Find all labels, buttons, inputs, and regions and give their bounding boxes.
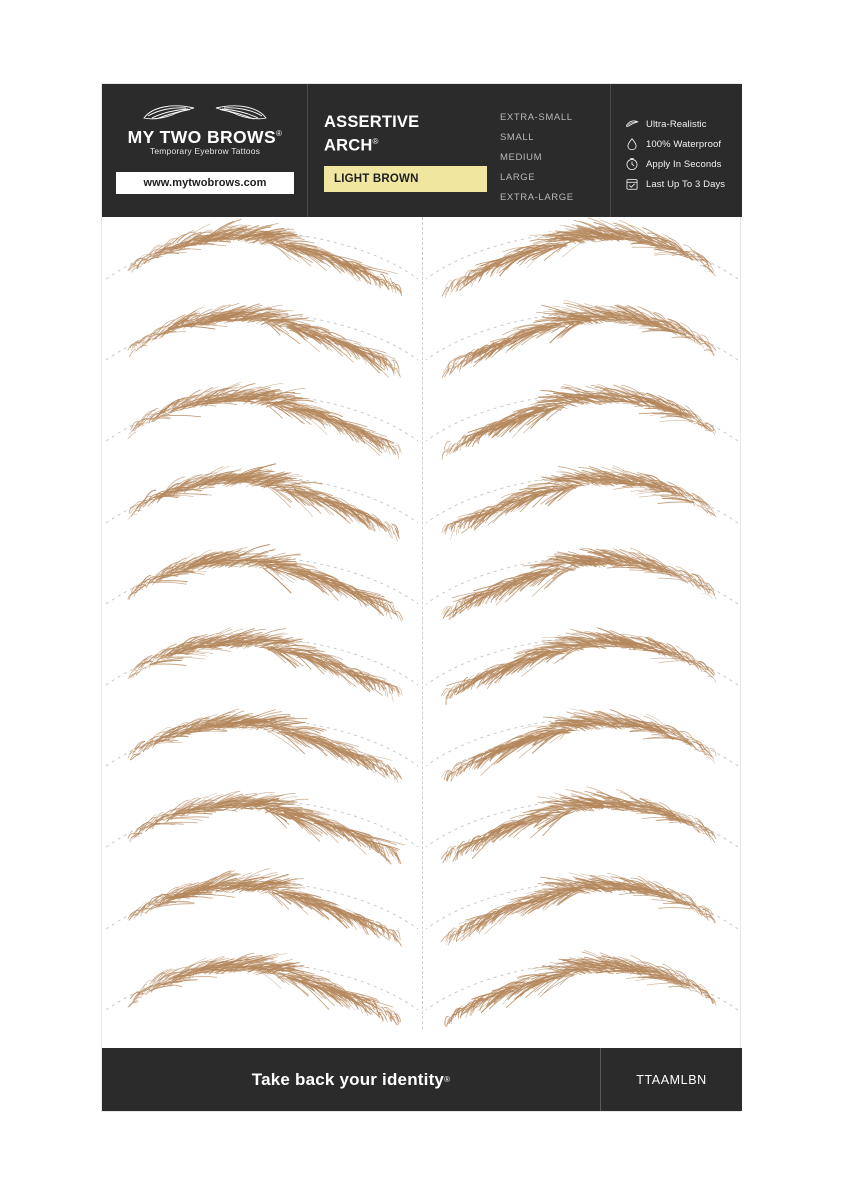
brow-left[interactable] <box>102 298 422 380</box>
brow-hairs <box>128 868 401 946</box>
feature-waterproof <box>611 134 742 154</box>
footer-slogan <box>102 1048 600 1111</box>
brow-left[interactable] <box>102 704 422 786</box>
brow-right[interactable] <box>422 542 742 624</box>
brow-hairs <box>128 709 402 783</box>
sheet-header <box>102 84 742 217</box>
feature-label-apply-in-seconds: Apply In Seconds <box>646 158 722 170</box>
brow-right[interactable] <box>422 785 742 867</box>
eyebrow-tattoo[interactable] <box>102 785 422 867</box>
color-badge-label: LIGHT BROWN <box>334 173 419 185</box>
brow-row <box>102 623 742 705</box>
color-badge <box>324 166 487 192</box>
brow-hairs <box>442 548 716 619</box>
brow-hairs <box>441 872 716 945</box>
brow-hairs <box>128 953 401 1025</box>
product-style-name <box>324 113 484 156</box>
product-style-registered: ® <box>372 137 379 146</box>
eyebrow-tattoo[interactable] <box>422 461 742 543</box>
brow-right[interactable] <box>422 298 742 380</box>
size-option-small[interactable]: SMALL <box>500 132 535 143</box>
brow-hairs <box>444 950 716 1026</box>
calendar-check-icon <box>625 177 639 191</box>
brow-row <box>102 542 742 624</box>
brow-row <box>102 379 742 461</box>
brow-hairs <box>128 383 401 459</box>
brow-hairs <box>128 304 401 378</box>
size-option-large[interactable]: LARGE <box>500 172 536 183</box>
brow-right[interactable] <box>422 867 742 949</box>
size-option-extra-large[interactable]: EXTRA-LARGE <box>500 192 574 203</box>
brow-row <box>102 948 742 1030</box>
brow-hairs <box>442 465 716 539</box>
eyebrow-tattoo[interactable] <box>422 542 742 624</box>
brow-left[interactable] <box>102 461 422 543</box>
brow-row <box>102 704 742 786</box>
size-option-extra-small[interactable]: EXTRA-SMALL <box>500 112 573 123</box>
brow-hairs <box>128 544 403 620</box>
brow-hairs <box>442 628 717 705</box>
eyebrow-tattoo[interactable] <box>422 948 742 1030</box>
feature-apply-in-seconds <box>611 154 742 174</box>
product-style-block <box>308 84 492 217</box>
eyebrow-tattoo[interactable] <box>422 379 742 461</box>
brow-right[interactable] <box>422 461 742 543</box>
brand-name <box>102 127 308 148</box>
tattoo-sheet <box>101 83 741 1112</box>
eyebrow-tattoo[interactable] <box>422 623 742 705</box>
eyebrows-pair-icon <box>142 101 268 127</box>
brow-row <box>102 461 742 543</box>
eyebrow-tattoo[interactable] <box>422 785 742 867</box>
brow-grid <box>102 217 742 1029</box>
brow-left[interactable] <box>102 867 422 949</box>
eyebrow-tattoo[interactable] <box>422 867 742 949</box>
water-drop-icon <box>625 137 639 151</box>
brow-row <box>102 298 742 380</box>
brand-tagline: Temporary Eyebrow Tattoos <box>149 146 261 156</box>
brand-url[interactable]: www.mytwobrows.com <box>143 177 267 189</box>
brow-left[interactable] <box>102 623 422 705</box>
feature-last-up-to-3-days <box>611 174 742 194</box>
footer-slogan-text: Take back your identity <box>251 1069 445 1089</box>
brow-hairs <box>442 384 716 459</box>
clock-icon <box>625 157 639 171</box>
brand-url-bar <box>116 172 294 194</box>
eyebrow-tattoo[interactable] <box>422 298 742 380</box>
eyebrow-tattoo[interactable] <box>102 461 422 543</box>
brow-row <box>102 217 742 299</box>
brow-right[interactable] <box>422 623 742 705</box>
brow-hairs <box>128 628 402 702</box>
brow-right[interactable] <box>422 948 742 1030</box>
brow-row <box>102 867 742 949</box>
feature-label-waterproof: 100% Waterproof <box>646 138 722 150</box>
brow-hairs <box>128 219 401 295</box>
brand-name-text: MY TWO BROWS <box>127 127 277 147</box>
brow-right[interactable] <box>422 217 742 299</box>
cut-guide-line <box>106 232 418 279</box>
eyebrow-tattoo[interactable] <box>102 217 422 299</box>
size-options-list <box>500 108 610 208</box>
brand-block <box>102 84 308 217</box>
eyebrow-tattoo[interactable] <box>102 704 422 786</box>
brow-hairs <box>128 791 404 864</box>
feature-label-ultra-realistic: Ultra-Realistic <box>646 118 707 130</box>
feature-label-last-up-to-3-days: Last Up To 3 Days <box>646 178 726 190</box>
brow-right[interactable] <box>422 704 742 786</box>
brow-hairs <box>442 218 716 298</box>
size-option-medium[interactable]: MEDIUM <box>500 152 543 163</box>
brow-left[interactable] <box>102 948 422 1030</box>
eyebrow-tattoo[interactable] <box>102 379 422 461</box>
sheet-footer <box>102 1048 742 1111</box>
feature-list <box>610 84 742 217</box>
brow-hairs <box>128 463 399 541</box>
footer-sku: TTAAMLBN <box>600 1048 742 1111</box>
eyebrow-tattoo[interactable] <box>422 704 742 786</box>
eyebrow-tattoo[interactable] <box>102 298 422 380</box>
eyebrow-tattoo[interactable] <box>102 542 422 624</box>
product-style-line1: ASSERTIVE <box>324 113 420 131</box>
brow-left[interactable] <box>102 379 422 461</box>
eyebrow-tattoo[interactable] <box>102 948 422 1030</box>
eyebrow-tattoo[interactable] <box>102 623 422 705</box>
brow-hairs <box>442 301 716 378</box>
feature-ultra-realistic <box>611 114 742 134</box>
footer-slogan-registered: ® <box>444 1075 451 1084</box>
brand-name-registered: ® <box>276 129 283 139</box>
product-style-line2: ARCH <box>324 136 373 155</box>
brow-row <box>102 785 742 867</box>
eyebrow-tattoo[interactable] <box>422 217 742 299</box>
brow-outline-icon <box>625 117 639 131</box>
brow-right[interactable] <box>422 379 742 461</box>
brow-left[interactable] <box>102 785 422 867</box>
brow-hairs <box>441 787 716 863</box>
eyebrow-tattoo[interactable] <box>102 867 422 949</box>
brow-left[interactable] <box>102 542 422 624</box>
brow-left[interactable] <box>102 217 422 299</box>
